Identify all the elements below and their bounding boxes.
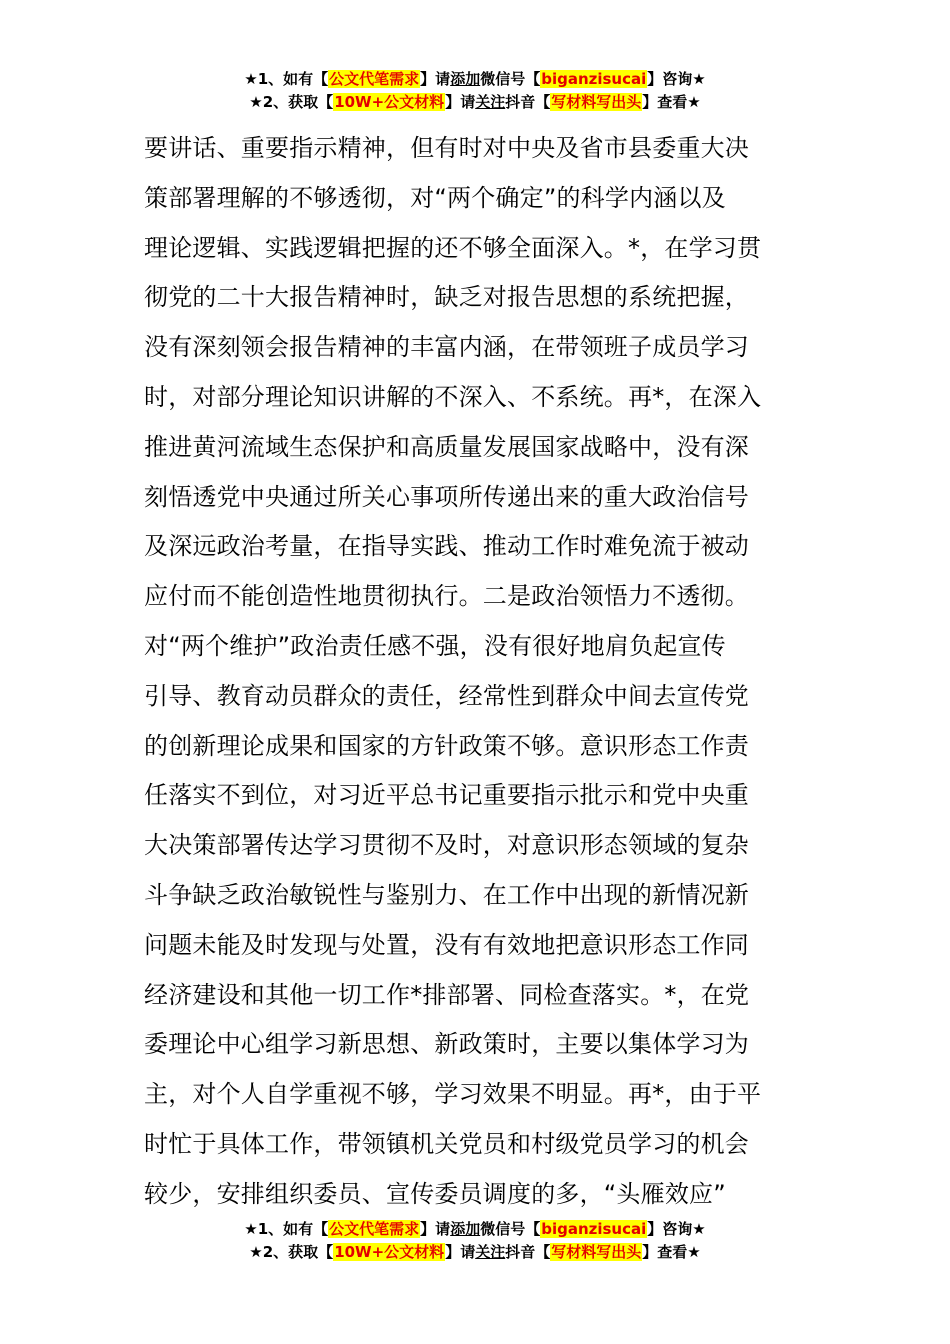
body-line: 理论逻辑、实践逻辑把握的还不够全面深入。*，在学习贯 xyxy=(144,233,762,262)
promo-highlight: 公文代笔需求 xyxy=(329,70,420,88)
document-body xyxy=(144,124,808,1220)
body-line: 时，对部分理论知识讲解的不深入、不系统。再*，在深入 xyxy=(144,382,762,411)
promo-line-1 xyxy=(0,68,950,91)
promo-text: 】咨询★ xyxy=(647,1220,706,1238)
promo-text: 微信号【 xyxy=(480,1220,541,1238)
promo-text: ★1、如有【 xyxy=(244,1220,329,1238)
promo-highlight: 10W+公文材料 xyxy=(334,93,445,111)
promo-highlight: 10W+公文材料 xyxy=(334,1243,445,1261)
promo-text: 】查看★ xyxy=(642,93,701,111)
body-line: 应付而不能创造性地贯彻执行。二是政治领悟力不透彻。 xyxy=(144,582,749,611)
promo-text: ★2、获取【 xyxy=(249,1243,334,1261)
body-line: 任落实不到位，对习近平总书记重要指示批示和党中央重 xyxy=(144,781,749,810)
body-line: 斗争缺乏政治敏锐性与鉴别力、在工作中出现的新情况新 xyxy=(144,880,749,909)
promo-text: 】咨询★ xyxy=(647,70,706,88)
body-line: 的创新理论成果和国家的方针政策不够。意识形态工作责 xyxy=(144,731,749,760)
body-line: 较少，安排组织委员、宣传委员调度的多，“头雁效应” xyxy=(144,1179,726,1208)
body-line: 主，对个人自学重视不够，学习效果不明显。再*，由于平 xyxy=(144,1080,762,1109)
body-line: 没有深刻领会报告精神的丰富内涵，在带领班子成员学习 xyxy=(144,333,749,362)
promo-text: 】请 xyxy=(445,1243,476,1261)
body-line: 大决策部署传达学习贯彻不及时，对意识形态领域的复杂 xyxy=(144,831,749,860)
body-line: 要讲话、重要指示精神，但有时对中央及省市县委重大决 xyxy=(144,134,749,162)
promo-highlight: biganzisucai xyxy=(541,70,647,88)
promo-underlined: 关注 xyxy=(475,1243,506,1261)
promo-underlined: 添加 xyxy=(450,1220,481,1238)
promo-text: 抖音【 xyxy=(505,1243,551,1261)
promo-text: 】请 xyxy=(420,70,451,88)
promo-line-2 xyxy=(0,91,950,114)
body-line: 策部署理解的不够透彻，对“两个确定”的科学内涵以及 xyxy=(144,183,726,212)
promo-text: ★1、如有【 xyxy=(244,70,329,88)
body-line: 经济建设和其他一切工作*排部署、同检查落实。*，在党 xyxy=(144,980,750,1009)
body-line: 推进黄河流域生态保护和高质量发展国家战略中，没有深 xyxy=(144,432,749,461)
promo-text: 】查看★ xyxy=(642,1243,701,1261)
body-line: 时忙于具体工作，带领镇机关党员和村级党员学习的机会 xyxy=(144,1129,749,1158)
promo-line-1 xyxy=(0,1218,950,1241)
body-line: 引导、教育动员群众的责任，经常性到群众中间去宣传党 xyxy=(144,681,749,710)
promo-text: 】请 xyxy=(445,93,476,111)
footer-promo-banner xyxy=(0,1218,950,1264)
promo-text: 】请 xyxy=(420,1220,451,1238)
promo-line-2 xyxy=(0,1241,950,1264)
promo-highlight: 公文代笔需求 xyxy=(329,1220,420,1238)
body-line: 刻悟透党中央通过所关心事项所传递出来的重大政治信号 xyxy=(144,482,749,511)
promo-underlined: 添加 xyxy=(450,70,481,88)
header-promo-banner xyxy=(0,68,950,114)
promo-text: 抖音【 xyxy=(505,93,551,111)
body-line: 及深远政治考量，在指导实践、推动工作时难免流于被动 xyxy=(144,532,749,561)
promo-text: ★2、获取【 xyxy=(249,93,334,111)
promo-text: 微信号【 xyxy=(480,70,541,88)
promo-underlined: 关注 xyxy=(475,93,506,111)
promo-highlight: 写材料写出头 xyxy=(551,93,642,111)
body-line: 委理论中心组学习新思想、新政策时，主要以集体学习为 xyxy=(144,1030,749,1059)
promo-highlight: 写材料写出头 xyxy=(551,1243,642,1261)
body-line: 对“两个维护”政治责任感不强，没有很好地肩负起宣传 xyxy=(144,631,726,660)
body-line: 问题未能及时发现与处置，没有有效地把意识形态工作同 xyxy=(144,930,749,959)
body-line: 彻党的二十大报告精神时，缺乏对报告思想的系统把握， xyxy=(144,283,749,312)
promo-highlight: biganzisucai xyxy=(541,1220,647,1238)
